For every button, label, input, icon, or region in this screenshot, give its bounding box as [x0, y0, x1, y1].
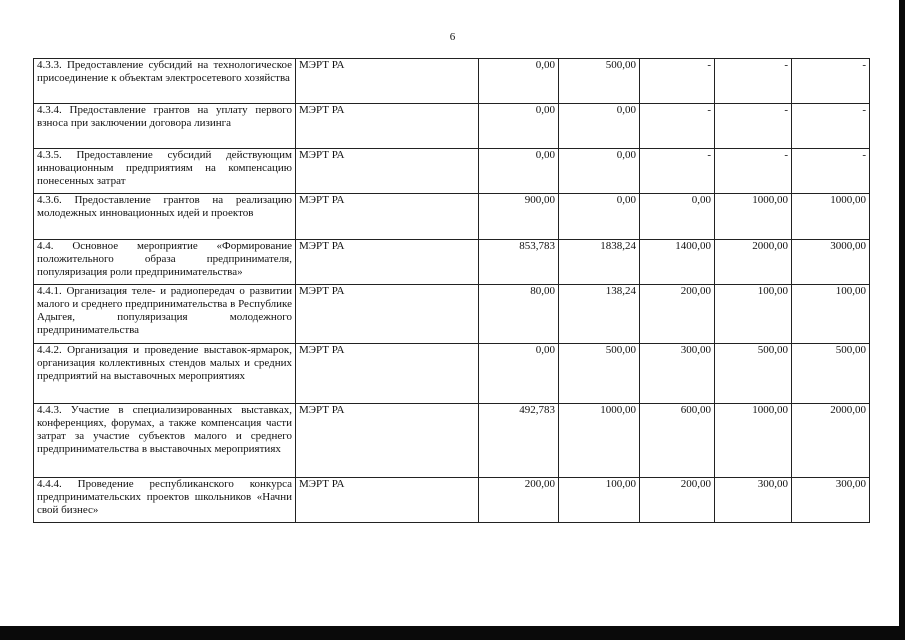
value-cell: 200,00 [640, 285, 715, 344]
value-cell: 0,00 [479, 149, 559, 194]
value-cell: 0,00 [479, 104, 559, 149]
value-cell: - [715, 149, 792, 194]
table-row [34, 59, 870, 104]
table-row [34, 240, 870, 285]
value-cell: 0,00 [479, 59, 559, 104]
table-row [34, 104, 870, 149]
measure-executor: МЭРТ РА [296, 344, 479, 404]
value-cell: 100,00 [715, 285, 792, 344]
value-cell: - [792, 104, 870, 149]
value-cell: 100,00 [792, 285, 870, 344]
value-cell: 138,24 [559, 285, 640, 344]
measure-executor: МЭРТ РА [296, 404, 479, 478]
scan-edge-right [899, 0, 905, 640]
value-cell: 500,00 [559, 344, 640, 404]
table-row [34, 194, 870, 240]
value-cell: 80,00 [479, 285, 559, 344]
table-row [34, 404, 870, 478]
value-cell: 500,00 [792, 344, 870, 404]
table-row [34, 344, 870, 404]
value-cell: 1838,24 [559, 240, 640, 285]
value-cell: 500,00 [715, 344, 792, 404]
measure-description: 4.4.1. Организация теле- и радиопередач о развитии малого и среднего предпринимательства в Республике Адыгея, популяризация молодежного предпринимательства [34, 285, 296, 344]
value-cell: 200,00 [640, 478, 715, 523]
value-cell: 2000,00 [715, 240, 792, 285]
value-cell: 200,00 [479, 478, 559, 523]
value-cell: 492,783 [479, 404, 559, 478]
measure-description: 4.4.3. Участие в специализированных выставках, конференциях, форумах, а также компенсация части затрат за участие субъектов малого и среднего предпринимательства в выставочных мероприятиях [34, 404, 296, 478]
value-cell: 853,783 [479, 240, 559, 285]
value-cell: 2000,00 [792, 404, 870, 478]
value-cell: 100,00 [559, 478, 640, 523]
value-cell: 3000,00 [792, 240, 870, 285]
value-cell: - [792, 149, 870, 194]
value-cell: 0,00 [559, 194, 640, 240]
value-cell: 1000,00 [792, 194, 870, 240]
measure-description: 4.4.2. Организация и проведение выставок-ярмарок, организация коллективных стендов малых и средних предприятий на выставочных мероприятиях [34, 344, 296, 404]
measure-executor: МЭРТ РА [296, 194, 479, 240]
value-cell: - [640, 149, 715, 194]
table-row [34, 285, 870, 344]
value-cell: 1000,00 [559, 404, 640, 478]
measure-executor: МЭРТ РА [296, 104, 479, 149]
value-cell: 900,00 [479, 194, 559, 240]
measure-executor: МЭРТ РА [296, 285, 479, 344]
measure-description: 4.3.3. Предоставление субсидий на технологическое присоединение к объектам электросетевого хозяйства [34, 59, 296, 104]
table-row [34, 478, 870, 523]
value-cell: 0,00 [559, 104, 640, 149]
table-row [34, 149, 870, 194]
page-number: 6 [449, 31, 456, 43]
value-cell: - [715, 59, 792, 104]
measure-description: 4.4.4. Проведение республиканского конкурса предпринимательских проектов школьников «Начни свой бизнес» [34, 478, 296, 523]
measure-executor: МЭРТ РА [296, 478, 479, 523]
value-cell: 1000,00 [715, 404, 792, 478]
measure-executor: МЭРТ РА [296, 59, 479, 104]
value-cell: - [792, 59, 870, 104]
measure-executor: МЭРТ РА [296, 240, 479, 285]
measure-description: 4.3.6. Предоставление грантов на реализацию молодежных инновационных идей и проектов [34, 194, 296, 240]
value-cell: - [715, 104, 792, 149]
value-cell: 500,00 [559, 59, 640, 104]
value-cell: 300,00 [640, 344, 715, 404]
value-cell: 300,00 [792, 478, 870, 523]
scan-edge-bottom [0, 626, 905, 640]
measure-description: 4.3.5. Предоставление субсидий действующим инновационным предприятиям на компенсацию понесенных затрат [34, 149, 296, 194]
value-cell: 600,00 [640, 404, 715, 478]
measure-executor: МЭРТ РА [296, 149, 479, 194]
value-cell: - [640, 104, 715, 149]
value-cell: 0,00 [559, 149, 640, 194]
value-cell: - [640, 59, 715, 104]
measure-description: 4.3.4. Предоставление грантов на уплату первого взноса при заключении договора лизинга [34, 104, 296, 149]
measures-table [33, 58, 870, 523]
value-cell: 1000,00 [715, 194, 792, 240]
value-cell: 300,00 [715, 478, 792, 523]
value-cell: 0,00 [640, 194, 715, 240]
measure-description: 4.4. Основное мероприятие «Формирование положительного образа предпринимателя, популяризация роли предпринимательства» [34, 240, 296, 285]
value-cell: 0,00 [479, 344, 559, 404]
value-cell: 1400,00 [640, 240, 715, 285]
